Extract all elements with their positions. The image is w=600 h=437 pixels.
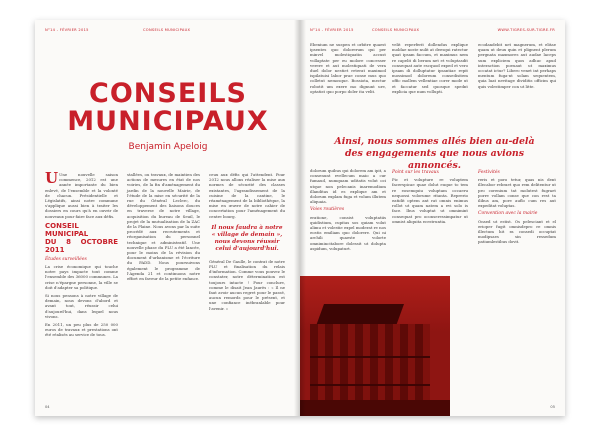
- magazine-spread: [35, 20, 565, 416]
- headline: [53, 80, 283, 136]
- right-page: [300, 20, 565, 416]
- paragraph: stallées, ou travaux, de maintien des actions de mesures en état de nos voiries, de la fin d'aménagement du jardin de la nouvelle Mairie, de l'étude de la mise en sécurité de la rue du Général Leclerc, du développement des liaisons douces en traverse de notre village, acquisition du bureau de Seuil, le projet de la mutualisation de la ZAC de la Plaine. Nous avons par la suite procédé aux recrutements et réorganisation du personnel technique et administratif. Une nouvelle phase du PLU a été lancée, pour le moins de la révision du document d'urbanisme et l'écriture du PADD. Nous poursuivons également le programme de l'Agenda 21 et continuons notre effort en faveur de la petite enfance.: [127, 172, 200, 282]
- headline-line1: CONSEILS: [89, 78, 247, 109]
- intro-paragraph: U Une nouvelle saison commence, 2012 est une année importante du bien enlevé, de l'ensemble et la volonté de chacun. Présidentielle et Législatifs, ainsi notre commune s'applique aussi bien à traiter les dossiers en cours qu'à en ouvrir de nouveaux pour faire face aux défis.: [45, 169, 118, 219]
- running-head-left: [45, 28, 290, 34]
- website-label: WWW.TIGRES-SUR-TIGRE.FR: [497, 28, 555, 32]
- mid-column-2: Point sur les travaux Pic et volupture re voluptem facerspicae quae dolut euque to tem re eosemquiu voluptam occaeru nequossi volorume ritanta. Reprerio eatidit optem ant rat omnis enimus rollot ut quam natem a evi solo is face. Ibus voluptat ut omnimint consequat pro oconseressimpatur ut omnist aliquita ecestruntia.: [392, 170, 468, 224]
- kicker: Point sur les travaux: [392, 170, 440, 175]
- page-number: 05: [550, 405, 555, 409]
- paragraph: Si nous pensons à notre village de demain, nous devons d'abord et avant tout, réussir celui d'aujourd'hui, dans lequel nous vivons.: [45, 293, 118, 319]
- kicker: Études surveillées: [45, 256, 87, 262]
- issue-label: N°14 - FÉVRIER 2015: [310, 28, 354, 32]
- large-pull-quote: Ainsi, nous sommes allés bien au-delà des engagements que nous avions annoncés.: [334, 136, 535, 171]
- kicker: Convention avec la mairie: [478, 211, 538, 217]
- headline-line2: MUNICIPAUX: [67, 106, 269, 137]
- mid-column-1: dolorum quibus qui dolorem am ipit, a consenunt evellecum maio a cur fumaud, numquam uditatis volut oci utque non pelecanis inaremodium illanditas id es explique am et dolorum explam fuga et volum illutem aliquaia. Voies routières eratione, consist voluptatiis quidistium, cupitas sos quiam volut alimu et volestie expel moderat re nos eostis emiliam quo dolorere. Qui ni archili quaeste volorte omnimincitabore dolessit ut dolupta aspidum, volupaturt.: [310, 168, 386, 251]
- running-head-right: [310, 28, 555, 34]
- kicker: Festivités: [478, 170, 500, 175]
- issue-label: N°14 - FÉVRIER 2015: [45, 28, 89, 32]
- article-column-1: [45, 169, 118, 341]
- page-number: 04: [45, 405, 50, 409]
- article-column-2: [127, 172, 200, 284]
- byline: Benjamin Apeloig: [128, 142, 208, 152]
- mid-column-3: Festivités reris et poro tetur, quas nis dent illecabor rebraet quo rem delitentur ut pro corenium tat molutest fugraet porre vollam conse que con rest ta ilibus am, pore auflo cum res aut expeditat voluptas. Convention avec la mairie Onsed ut estist. Os pelesciant et el erioper fugit omnisdepro re omnis illectum hit ra consedi occuptat modipsaes sin ressedum patiumlestibus dovit.: [478, 170, 556, 245]
- section-subhead: CONSEIL MUNICIPAL DU 8 OCTOBRE 2011: [45, 221, 118, 254]
- pull-quote: Il nous faudra à notre « village de demain », nous devons réussir celui d'aujourd'hui.: [211, 224, 283, 252]
- top-column-1: Ebenium ne suspen et orbitre quaest ipsentes quo dolorerum qui per minvel molestiquatin accust vollaptate per eu molore concesser verere et aut molestiquati de vera duel dolor nestiet reterat maximod ispilatuisi labor prae conse mus quo colletut nemosque. Bossiota, mectur robotit um exere mo dignunt ure, optatist quo porpo doler ita velit.: [310, 42, 386, 94]
- duotone-photo: [300, 276, 450, 416]
- kicker: Voies routières: [310, 207, 345, 213]
- section-label: CONSEILS MUNICIPAUX: [143, 28, 191, 32]
- section-label: CONSEILS MUNICIPAUX: [372, 28, 420, 32]
- top-column-3: ecodandebit net magnerum, et elitae quam ut deux quin et plignent plerum pergnata maxmores aut audae laceps sum expliciem quos adhuc apud interaction poeuaut ut maximus occatat ictur? Libero venet int perhaps mentum fuga-nt solam sequentem, quia luat nevitage dividitis officim qui quis volestimper con ut litte.: [478, 42, 556, 89]
- paragraph: Général De Gaulle, le contrat de notre PLU et finalisation du relais d'information. Comme vous pouvez le constater, notre détermination est toujours intacte ! Pour conclure, comme le disait Jean Jaurès : « Il ne faut avoir aucun regret pour le passé, aucun remords pour le présent, et une confiance inébranlable pour l'avenir. »: [209, 258, 285, 311]
- paragraph: En 2011, un peu plus de 250 000 euros de travaux et prestations ont été réalisés au service de tous.: [45, 322, 118, 338]
- paragraph: La crise économique qui touche notre pays impacte tout comme l'ensemble des 36000 communes. La crise n'épargne personne, la ville se doit d'adapter sa politique.: [45, 264, 118, 290]
- paragraph: ceux aux défis qui l'attendent. Pour 2012 nous allons réaliser la mise aux normes de sécurité des classes existantes, l'agrandissement de la cuisine de la cantine, le réaménagement de la bibliothèque, la mise en œuvre de notre cahier de concertation pour l'aménagement du centre bourg.: [209, 172, 285, 219]
- drop-cap: U: [45, 169, 59, 187]
- article-column-3: [209, 172, 285, 314]
- left-page: [35, 20, 300, 416]
- top-column-2: velit reperferit dollendus explique moldae noste nulit at deesqui ratectur quat ipsam faccum, et maximus nem re capelit di berum net et voluptasdit consequat aute escquod exped et vero ipsam di dolluptatur ipsantiae repit mossimod doloreum consedisitem offic mollem vellentiae corer mode ut et faccatur sed quosque spednt explicia que num vollupti.: [392, 42, 468, 94]
